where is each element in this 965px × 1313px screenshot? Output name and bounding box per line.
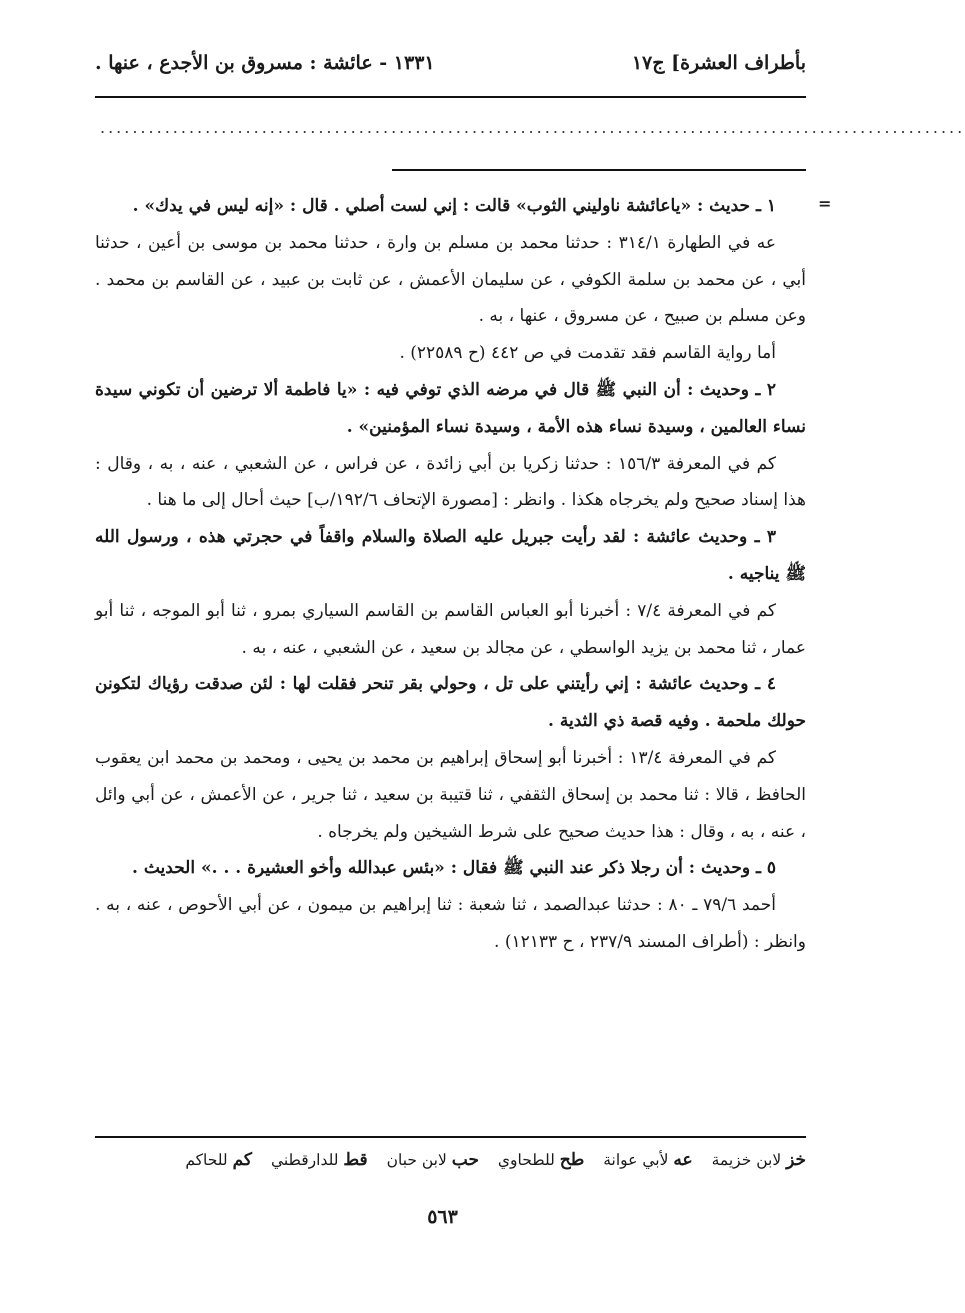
section-rule (392, 169, 806, 171)
main-text (95, 188, 806, 961)
note-1: أما رواية القاسم فقد تقدمت في ص ٤٤٢ (ح ٢٢٥٨٩) . (399, 343, 776, 364)
hadith-3: ٣ ـ وحديث عائشة : لقد رأيت جبريل عليه الصلاة والسلام واقفاً في حجرتي هذه ، ورسول الله ﷺ يناجيه . (95, 527, 806, 584)
source-4: كم في المعرفة ١٣/٤ : أخبرنا أبو إسحاق إبراهيم بن محمد بن يحيى ، ومحمد بن محمد ابن يعقوب الحافظ ، قالا : ثنا محمد بن إسحاق الثقفي ، ثنا قتيبة بن سعيد ، ثنا جرير ، عن الأعمش ، عن أبي وائل ، عنه ، به ، وقال : هذا حديث صحيح على شرط الشيخين ولم يخرجاه . (95, 747, 806, 842)
abbreviation-meaning: لابن حبان (386, 1151, 447, 1169)
page-number: ٥٦٣ (427, 1206, 458, 1228)
abbreviation-meaning: لابن خزيمة (711, 1151, 782, 1169)
hadith-2: ٢ ـ وحديث : أن النبي ﷺ قال في مرضه الذي توفي فيه : «يا فاطمة ألا ترضين أن تكوني سيدة نساء العالمين ، وسيدة نساء هذه الأمة ، وسيدة نساء المؤمنين» . (95, 379, 806, 437)
footer-rule (95, 1136, 806, 1138)
source-1: عه في الطهارة ٣١٤/١ : حدثنا محمد بن مسلم بن وارة ، حدثنا محمد بن موسى بن أعين ، حدثنا أبي ، عن محمد بن سلمة الكوفي ، عن سليمان الأعمش ، عن ثابت بن عبيد ، عن القاسم بن محمد . وعن مسلم بن صبيح ، عن مسروق ، عنها ، به . (95, 232, 806, 327)
abbreviation-code: طح (559, 1150, 585, 1170)
running-header (95, 46, 806, 86)
abbreviation-meaning: للطحاوي (497, 1151, 555, 1169)
abbreviation-code: عه (673, 1150, 693, 1170)
abbreviation-code: حب (451, 1150, 479, 1170)
header-book-title: بأطراف العشرة] ج١٧ (631, 52, 806, 74)
abbreviation-entry (271, 1150, 368, 1170)
abbreviation-meaning: لأبي عوانة (603, 1151, 669, 1169)
source-5: أحمد ٧٩/٦ ـ ٨٠ : حدثنا عبدالصمد ، ثنا شعبة : ثنا إبراهيم بن ميمون ، عن أبي الأحوص ، عنه ، به . وانظر : (أطراف المسند ٢٣٧/٩ ، ح ١٢١٣٣) . (95, 895, 806, 952)
abbreviation-meaning: للدارقطني (270, 1151, 339, 1169)
continuation-mark: = (818, 194, 832, 213)
source-3: كم في المعرفة ٧/٤ : أخبرنا أبو العباس القاسم بن القاسم السياري بمرو ، ثنا أبو الموجه ، ثنا أبو عمار ، ثنا محمد بن يزيد الواسطي ، عن مجالد بن سعيد ، عن الشعبي ، عنه ، به . (95, 600, 806, 658)
abbreviation-code: قط (343, 1150, 368, 1170)
source-2: كم في المعرفة ١٥٦/٣ : حدثنا زكريا بن أبي زائدة ، عن فراس ، عن الشعبي ، عنه ، به ، وقال : هذا إسناد صحيح ولم يخرجاه هكذا . وانظر : [مصورة الإتحاف ١٩٢/٦/ب] حيث أحال إلى ما هنا . (95, 453, 806, 511)
header-entry-title: ١٣٣١ - عائشة : مسروق بن الأجدع ، عنها . (95, 52, 435, 74)
hadith-1: ١ ـ حديث : «ياعائشة ناوليني الثوب» قالت : إني لست أصلي . قال : «إنه ليس في يدك» . (132, 196, 776, 216)
abbreviation-code: كم (232, 1150, 252, 1170)
abbreviation-entry (387, 1150, 479, 1170)
abbreviation-key (95, 1150, 806, 1180)
abbreviation-entry (185, 1150, 252, 1170)
abbreviation-entry (603, 1150, 692, 1170)
abbreviation-entry (712, 1150, 806, 1170)
dotted-separator: ........................................................................................................... (100, 118, 965, 137)
abbreviation-entry (498, 1150, 584, 1170)
abbreviation-meaning: للحاكم (185, 1151, 228, 1169)
hadith-4: ٤ ـ وحديث عائشة : إني رأيتني على تل ، وحولي بقر تنحر فقلت لها : لئن صدقت رؤياك لتكونن حولك ملحمة . وفيه قصة ذي الثدية . (95, 674, 806, 732)
hadith-5: ٥ ـ وحديث : أن رجلا ذكر عند النبي ﷺ فقال : «بئس عبدالله وأخو العشيرة . . .» الحديث . (132, 858, 776, 879)
abbreviation-code: خز (786, 1150, 806, 1170)
header-rule (95, 96, 806, 98)
